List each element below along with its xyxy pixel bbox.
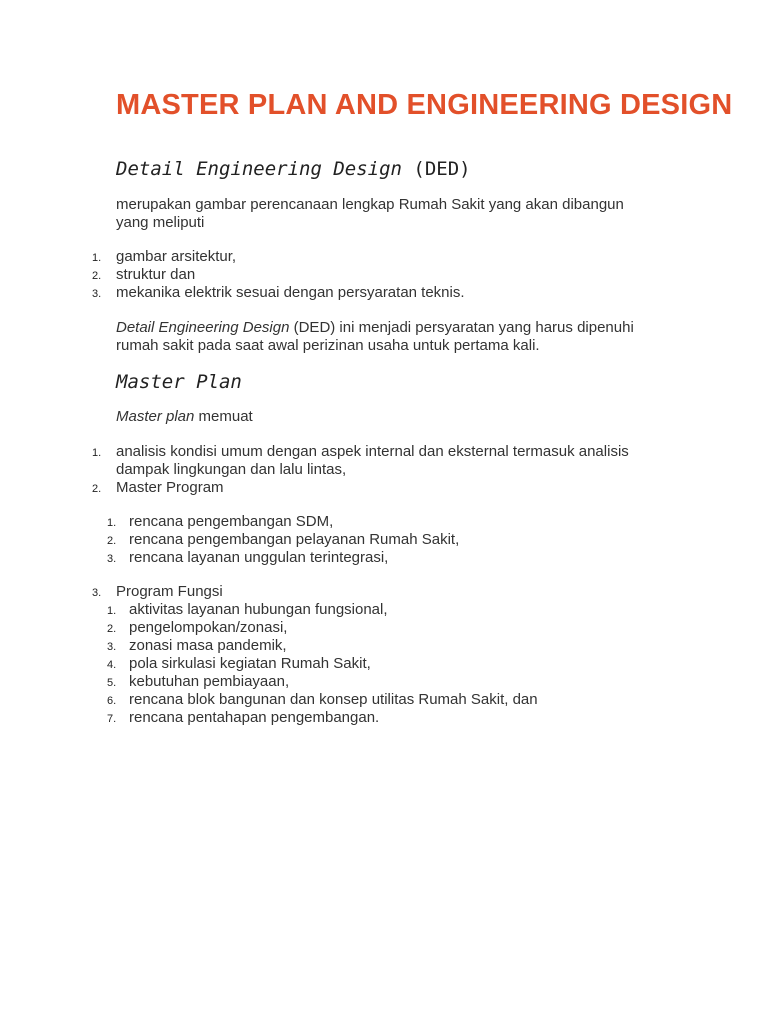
list-number: 1. [92, 252, 102, 264]
master-program-list [107, 513, 649, 567]
list-number: 2. [107, 535, 117, 547]
list-item [92, 284, 656, 302]
list-item [107, 637, 649, 655]
list-item-text: Program Fungsi [116, 583, 223, 600]
ded-intro: merupakan gambar perencanaan lengkap Rumah Sakit yang akan dibangun yang meliputi [116, 196, 624, 231]
list-item [107, 601, 649, 619]
master-plan-intro-italic: Master plan [116, 408, 195, 425]
list-item [107, 619, 649, 637]
list-item-text: analisis kondisi umum dengan aspek internal dan eksternal termasuk analisis dampak lingkungan dan lalu lintas, [116, 443, 629, 478]
list-number: 3. [92, 587, 102, 599]
list-number: 1. [92, 447, 102, 459]
master-plan-list [92, 443, 636, 497]
program-fungsi-list [107, 601, 649, 727]
list-item-text: kebutuhan pembiayaan, [129, 673, 290, 690]
list-item [92, 248, 656, 266]
list-item [107, 673, 649, 691]
list-number: 4. [107, 659, 117, 671]
list-number: 2. [107, 623, 117, 635]
list-item-text: struktur dan [116, 266, 196, 283]
list-item-text: rencana pengembangan SDM, [129, 513, 334, 530]
list-number: 6. [107, 695, 117, 707]
list-number: 5. [107, 677, 117, 689]
list-item-text: Master Program [116, 479, 224, 496]
list-number: 1. [107, 605, 117, 617]
list-item [92, 443, 636, 479]
list-number: 7. [107, 713, 117, 725]
list-item [107, 691, 649, 709]
list-item-text: gambar arsitektur, [116, 248, 237, 265]
list-item-text: aktivitas layanan hubungan fungsional, [129, 601, 388, 618]
master-plan-heading-text: Master Plan [116, 371, 242, 393]
ded-note-italic: Detail Engineering Design [116, 319, 290, 336]
list-item-text: rencana pengembangan pelayanan Rumah Sakit, [129, 531, 460, 548]
ded-heading [116, 157, 471, 181]
list-number: 3. [107, 641, 117, 653]
ded-note [116, 319, 656, 355]
list-item [107, 549, 649, 567]
list-item [92, 266, 656, 284]
ded-heading-suffix: (DED) [401, 158, 471, 180]
list-item-text: mekanika elektrik sesuai dengan persyaratan teknis. [116, 284, 465, 301]
list-item [107, 709, 649, 727]
list-item-text: rencana pentahapan pengembangan. [129, 709, 380, 726]
list-item [107, 513, 649, 531]
master-plan-intro [116, 408, 656, 426]
list-number: 2. [92, 483, 102, 495]
list-item [107, 655, 649, 673]
ded-list [92, 248, 656, 302]
list-number: 1. [107, 517, 117, 529]
document-title: MASTER PLAN AND ENGINEERING DESIGN [116, 89, 733, 121]
list-item [92, 583, 656, 601]
ded-heading-italic: Detail Engineering Design [116, 158, 402, 180]
list-number: 3. [107, 553, 117, 565]
list-item-text: rencana blok bangunan dan konsep utilitas Rumah Sakit, dan [129, 691, 538, 708]
ded-note-text: (DED) ini menjadi persyaratan yang harus dipenuhi rumah sakit pada saat awal perizinan usaha untuk pertama kali. [116, 319, 634, 354]
program-fungsi-list-header [92, 583, 656, 601]
list-item [107, 531, 649, 549]
list-number: 3. [92, 288, 102, 300]
list-item [92, 479, 636, 497]
list-item-text: pola sirkulasi kegiatan Rumah Sakit, [129, 655, 371, 672]
list-item-text: rencana layanan unggulan terintegrasi, [129, 549, 389, 566]
list-item-text: pengelompokan/zonasi, [129, 619, 288, 636]
list-item-text: zonasi masa pandemik, [129, 637, 287, 654]
master-plan-intro-text: memuat [194, 408, 253, 425]
master-plan-heading [116, 370, 242, 394]
list-number: 2. [92, 270, 102, 282]
